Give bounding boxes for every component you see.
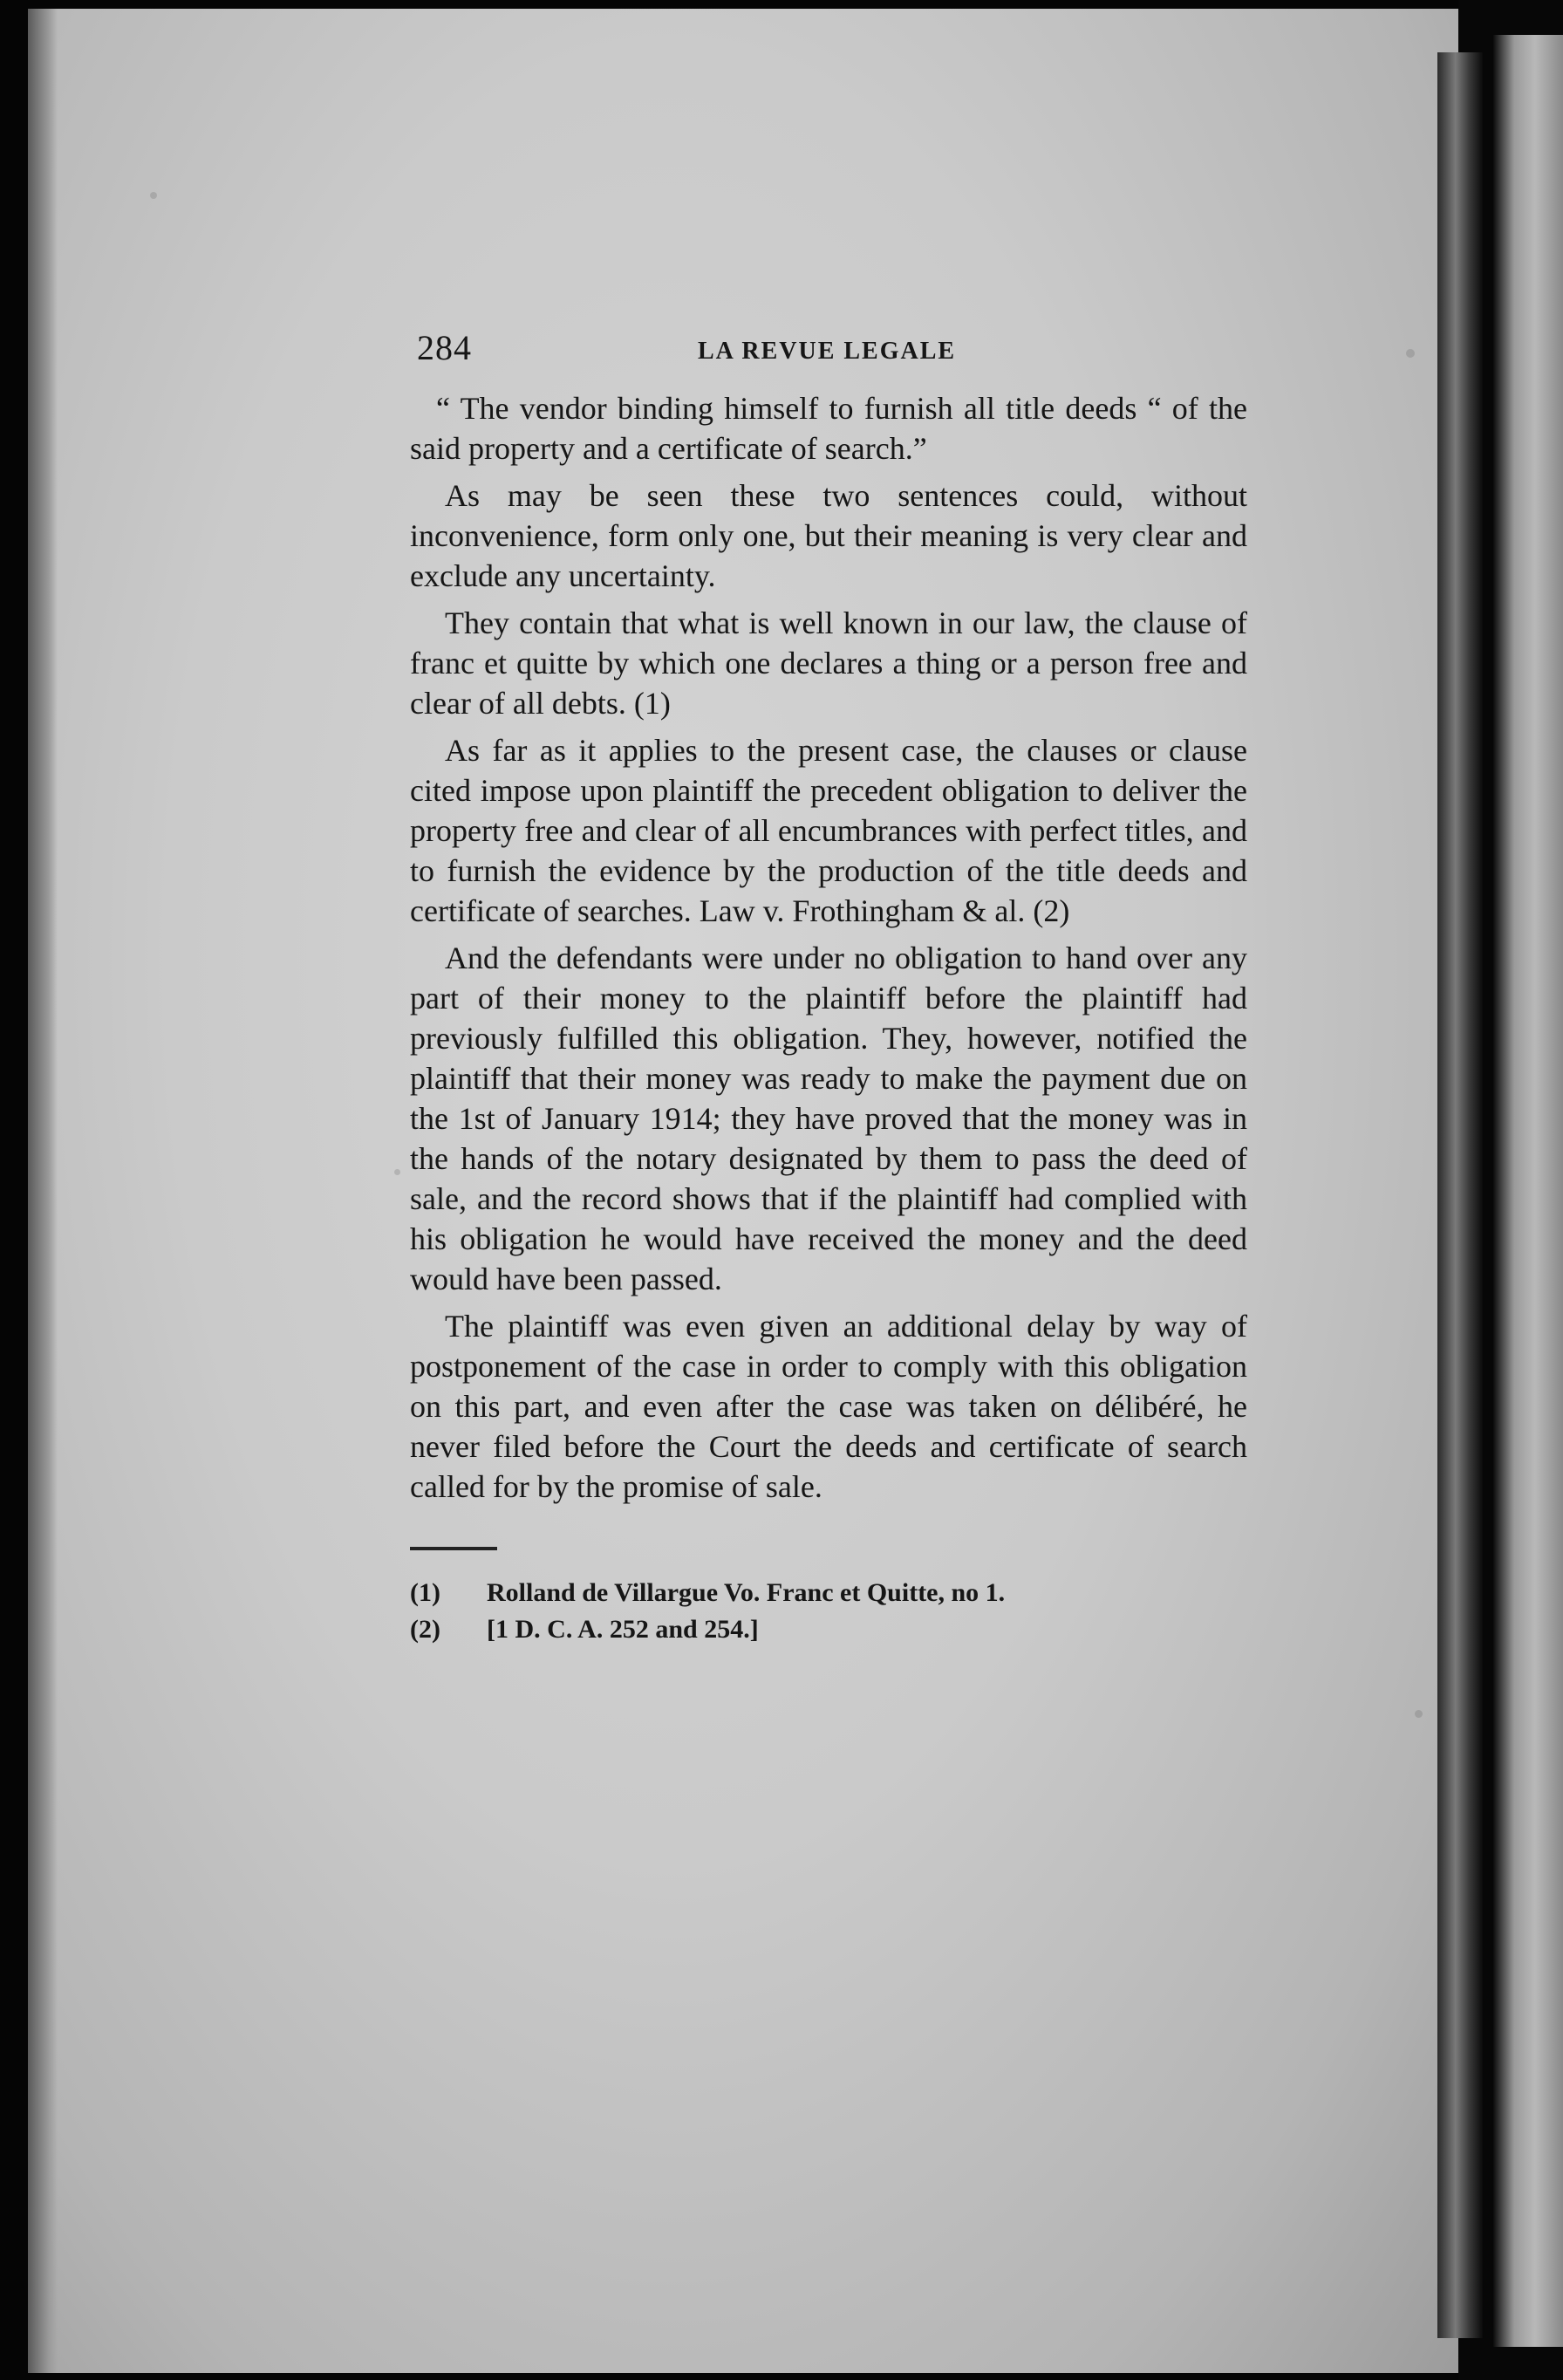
paragraph: They contain that what is well known in our law, the clause of franc et quitte by which one declares a thing or a person free and clear of all debts. (1) xyxy=(410,605,1247,721)
paragraph: As far as it applies to the present case, the clauses or clause cited impose upon plaintiff the precedent obligation to deliver the property free and clear of all encumbrances with perfect titles, and to furnish the evidence by the production of the title deeds and certificate of searches. Law v. Frothingham & al. (2) xyxy=(410,733,1247,928)
footnote-rule xyxy=(410,1547,497,1550)
footnote-mark: (1) xyxy=(410,1578,440,1607)
footnote xyxy=(410,1575,1247,1611)
journal-title: LA REVUE LEGALE xyxy=(698,338,957,365)
running-header xyxy=(410,327,1247,380)
binding-edge xyxy=(1437,52,1483,2338)
footnote-text: [1 D. C. A. 252 and 254.] xyxy=(487,1615,759,1644)
paragraph: The plaintiff was even given an additional delay by way of postponement of the case in order to comply with this obligation on this part, and even after the case was taken on délibéré, he never filed before the Court the deeds and certificate of search called for by the promise of sale. xyxy=(410,1309,1247,1504)
footnote-text: Rolland de Villargue Vo. Franc et Quitte, no 1. xyxy=(487,1578,1006,1607)
quoted-clause-paragraph: “ The vendor binding himself to furnish all title deeds “ of the said property and a certificate of search.” xyxy=(410,391,1247,466)
paper-speck xyxy=(1415,1710,1423,1718)
footnote xyxy=(410,1611,1247,1648)
paper-speck xyxy=(150,192,157,199)
footnote-mark: (2) xyxy=(410,1615,440,1644)
paper-speck xyxy=(394,1169,400,1175)
body-text xyxy=(410,388,1247,1507)
facing-page-edge xyxy=(1493,35,1563,2347)
paper-speck xyxy=(1406,349,1415,358)
paragraph: As may be seen these two sentences could, without inconvenience, form only one, but their meaning is very clear and exclude any uncertainty. xyxy=(410,478,1247,593)
page-number: 284 xyxy=(417,328,472,367)
page-content xyxy=(410,327,1247,1648)
footnotes xyxy=(410,1575,1247,1648)
page-left-edge-shadow xyxy=(28,9,58,2373)
paragraph: And the defendants were under no obligation to hand over any part of their money to the plaintiff before the plaintiff had previously fulfilled this obligation. They, however, notified the plaintiff that their money was ready to make the payment due on the 1st of January 1914; they have proved that the money was in the hands of the notary designated by them to pass the deed of sale, and the record shows that if the plaintiff had complied with his obligation he would have received the money and the deed would have been passed. xyxy=(410,940,1247,1296)
